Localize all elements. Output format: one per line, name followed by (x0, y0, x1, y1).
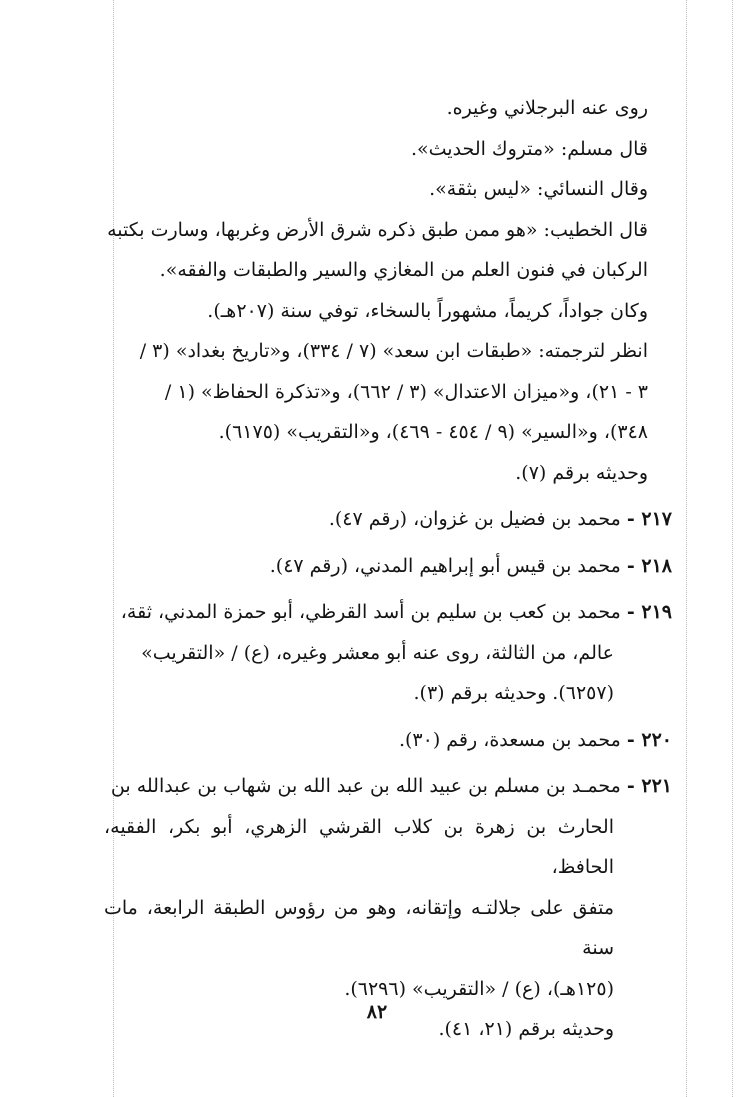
entry-number: ٢١٧ - (626, 508, 672, 530)
entry-218 (104, 546, 672, 587)
entry-text: محمـد بن مسلم بن عبيد الله بن عبد الله بن شهاب بن عبدالله بن (110, 775, 621, 797)
text-line: وكان جواداً، كريماً، مشهوراً بالسخاء، توفي سنة (٢٠٧هـ). (207, 299, 648, 322)
entry-number: ٢٢١ - (626, 775, 672, 797)
entry-text: عالم، من الثالثة، روى عنه أبو معشر وغيره، (ع) / «التقريب» (141, 641, 614, 664)
entry-number: ٢١٩ - (626, 601, 672, 623)
text-line: وحديثه برقم (٧). (515, 461, 648, 484)
entry-text: متفق على جلالتـه وإتقانه، وهو من رؤوس الطبقة الرابعة، مات سنة (104, 896, 614, 959)
entry-text: (١٢٥هـ)، (ع) / «التقريب» (٦٢٩٦). (344, 977, 614, 1000)
text-line: قال مسلم: «متروك الحديث». (410, 137, 648, 160)
entry-text: وحديثه برقم (٢١، ٤١). (438, 1018, 614, 1040)
entry-text: محمد بن كعب بن سليم بن أسد القرظي، أبو حمزة المدني، ثقة، (120, 601, 621, 623)
text-line: ٣٤٨)، و«السير» (٩ / ٤٥٤ - ٤٦٩)، و«التقريب» (٦١٧٥). (218, 421, 648, 443)
text-line: روى عنه البرجلاني وغيره. (446, 97, 648, 119)
page-number: ٨٢ (366, 1001, 388, 1023)
entry-text: محمد بن فضيل بن غزوان، (رقم ٤٧). (328, 508, 621, 530)
text-line: الركبان في فنون العلم من المغازي والسير والطبقات والفقه». (159, 259, 648, 281)
entry-219 (104, 592, 672, 714)
page-body (104, 88, 672, 1050)
entry-text: محمد بن قيس أبو إبراهيم المدني، (رقم ٤٧). (269, 554, 621, 577)
text-line: انظر لترجمته: «طبقات ابن سعد» (٧ / ٣٣٤)، و«تاريخ بغداد» (٣ / (139, 340, 648, 362)
entry-text: الحارث بن زهرة بن كلاب القرشي الزهري، أبو بكر، الفقيه، الحافظ، (104, 815, 614, 878)
entry-number: ٢٢٠ - (626, 728, 672, 751)
text-line: ٣ - ٢١)، و«ميزان الاعتدال» (٣ / ٦٦٢)، و«تذكرة الحفاظ» (١ / (164, 380, 648, 403)
entry-217 (104, 499, 672, 540)
text-line: وقال النسائي: «ليس بثقة». (429, 178, 648, 200)
intro-block (104, 88, 672, 493)
scan-dotted-line (732, 0, 733, 1097)
entry-text: محمد بن مسعدة، رقم (٣٠). (398, 728, 621, 751)
scan-dotted-line (686, 0, 687, 1097)
entry-text: (٦٢٥٧). وحديثه برقم (٣). (413, 682, 614, 704)
entry-number: ٢١٨ - (626, 554, 672, 577)
entry-220 (104, 720, 672, 761)
text-line: قال الخطيب: «هو ممن طبق ذكره شرق الأرض وغربها، وسارت بكتبه (107, 218, 648, 241)
